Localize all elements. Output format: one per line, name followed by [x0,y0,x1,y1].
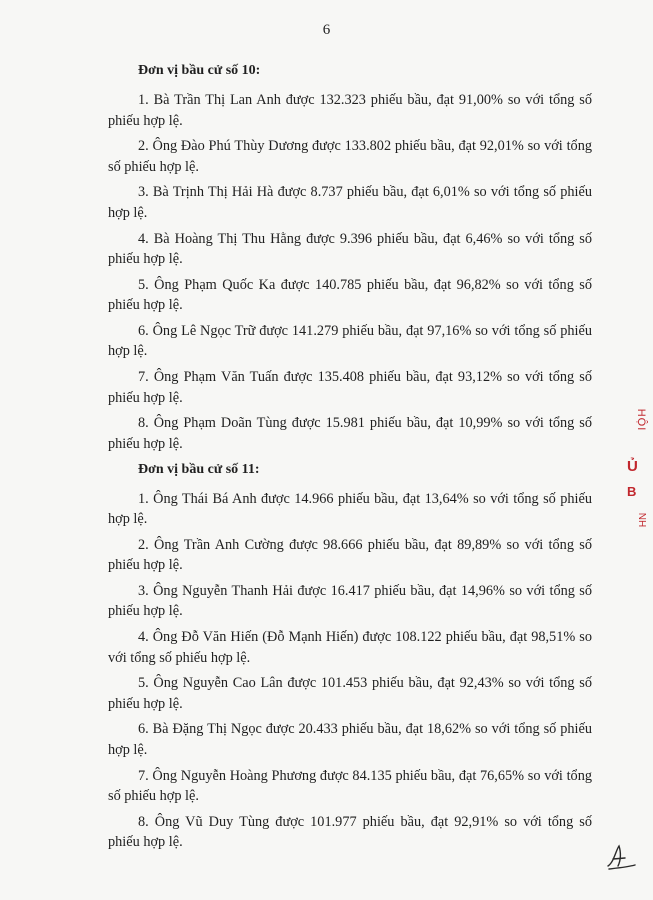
stamp-text: B [627,484,637,499]
stamp-text: Ủ [627,458,638,475]
stamp-text: NH [636,512,647,528]
red-seal-stamp [624,410,650,548]
result-entry: 1. Ông Thái Bá Anh được 14.966 phiếu bầu, đạt 13,64% so với tổng số phiếu hợp lệ. [108,490,592,527]
result-entry: 3. Bà Trịnh Thị Hải Hà được 8.737 phiếu bầu, đạt 6,01% so với tổng số phiếu hợp lệ. [108,184,592,221]
result-entry: 4. Ông Đỗ Văn Hiến (Đỗ Mạnh Hiến) được 108.122 phiếu bầu, đạt 98,51% so với tổng số phiếu hợp lệ. [108,629,592,666]
result-entry: 8. Ông Phạm Doãn Tùng được 15.981 phiếu bầu, đạt 10,99% so với tổng số phiếu hợp lệ. [108,415,592,452]
result-entry: 6. Bà Đặng Thị Ngọc được 20.433 phiếu bầu, đạt 18,62% so với tổng số phiếu hợp lệ. [108,721,592,758]
result-entry: 2. Ông Đào Phú Thùy Dương được 133.802 phiếu bầu, đạt 92,01% so với tổng số phiếu hợp lệ. [108,138,592,175]
result-entry: 2. Ông Trần Anh Cường được 98.666 phiếu bầu, đạt 89,89% so với tổng số phiếu hợp lệ. [108,536,592,574]
result-entry: 7. Ông Phạm Văn Tuấn được 135.408 phiếu bầu, đạt 93,12% so với tổng số phiếu hợp lệ. [108,369,592,406]
result-entry: 4. Bà Hoàng Thị Thu Hằng được 9.396 phiếu bầu, đạt 6,46% so với tổng số phiếu hợp lệ. [108,230,592,268]
stamp-text: HỘI [635,408,647,432]
signature-icon [604,842,638,872]
section-unit-11 [108,460,592,853]
page-number: 6 [322,22,331,38]
result-entry: 5. Ông Nguyễn Cao Lân được 101.453 phiếu bầu, đạt 92,43% so với tổng số phiếu hợp lệ. [108,675,592,712]
result-entry: 6. Ông Lê Ngọc Trữ được 141.279 phiếu bầu, đạt 97,16% so với tổng số phiếu hợp lệ. [108,322,592,360]
result-entry: 3. Ông Nguyễn Thanh Hải được 16.417 phiếu bầu, đạt 14,96% so với tổng số phiếu hợp lệ. [108,582,592,620]
result-entry: 1. Bà Trần Thị Lan Anh được 132.323 phiếu bầu, đạt 91,00% so với tổng số phiếu hợp lệ. [108,92,592,129]
result-entry: 7. Ông Nguyễn Hoàng Phương được 84.135 phiếu bầu, đạt 76,65% so với tổng số phiếu hợp lệ. [108,767,592,805]
document-body [108,61,592,858]
section-heading: Đơn vị bầu cử số 11: [138,461,260,477]
section-unit-10 [108,61,592,454]
section-heading: Đơn vị bầu cử số 10: [138,63,261,78]
result-entry: 8. Ông Vũ Duy Tùng được 101.977 phiếu bầu, đạt 92,91% so với tổng số phiếu hợp lệ. [108,813,592,851]
result-entry: 5. Ông Phạm Quốc Ka được 140.785 phiếu bầu, đạt 96,82% so với tổng số phiếu hợp lệ. [108,276,592,314]
